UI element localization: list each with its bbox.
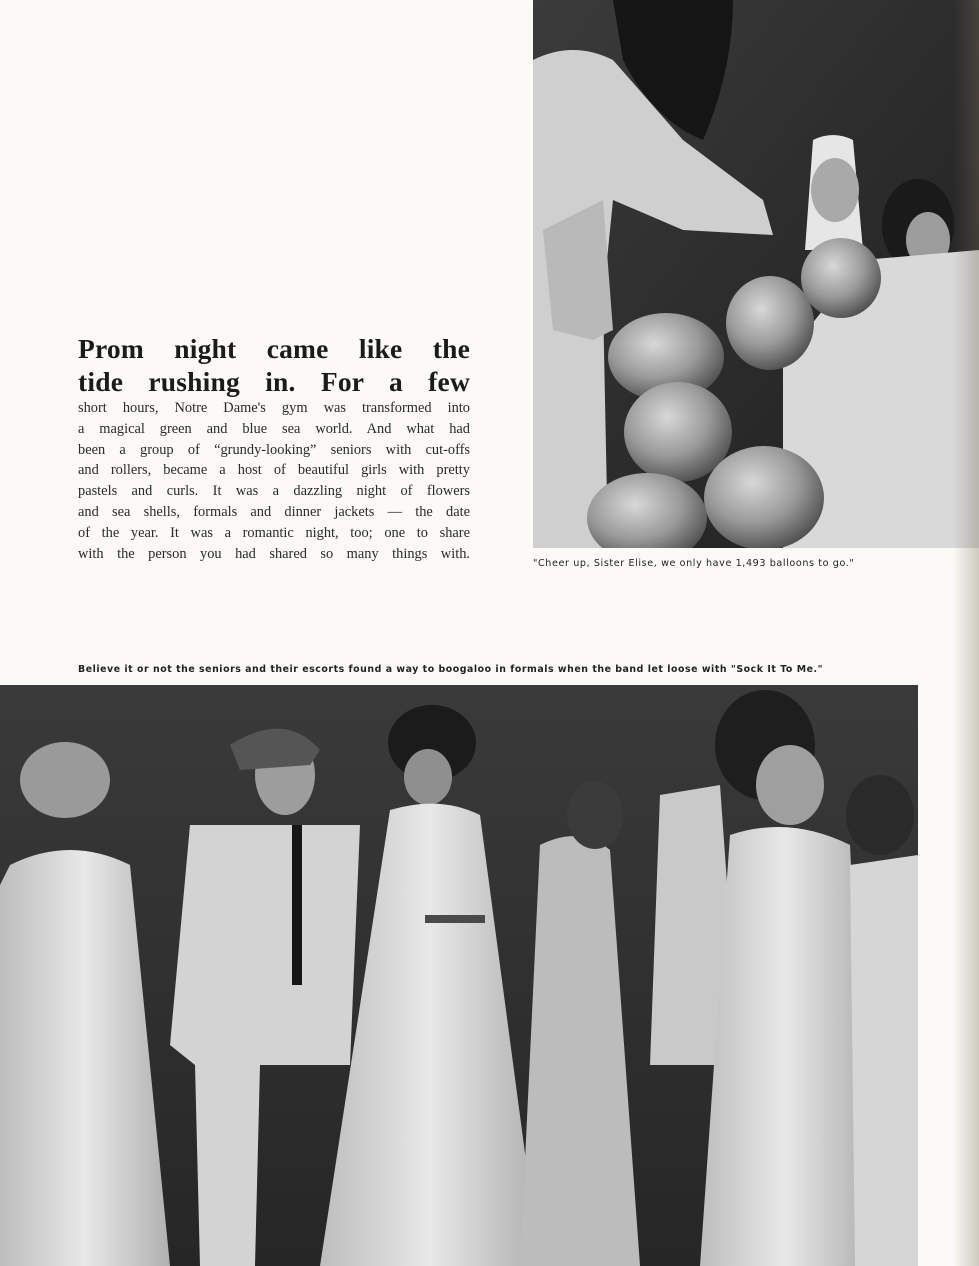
dance-photo — [0, 685, 918, 1266]
dance-caption: Believe it or not the seniors and their escorts found a way to boogaloo in formals when the band let loose with "Sock It To Me." — [78, 664, 824, 675]
body-line: a magical green and blue sea world. And what had — [78, 420, 470, 437]
balloons-photo — [533, 0, 979, 548]
headline-line-2: tide rushing in. For a few — [78, 366, 470, 397]
article — [78, 332, 470, 564]
body-line: and sea shells, formals and dinner jackets — the date — [78, 503, 470, 520]
balloons-caption: "Cheer up, Sister Elise, we only have 1,493 balloons to go." — [533, 558, 855, 569]
page-edge-shadow — [953, 0, 979, 1266]
body-line: with the person you had shared so many things with. — [78, 545, 470, 562]
headline-line-1: Prom night came like the — [78, 333, 470, 364]
body-line: of the year. It was a romantic night, too; one to share — [78, 524, 470, 541]
body-line: and rollers, became a host of beautiful girls with pretty — [78, 462, 470, 479]
body-line: pastels and curls. It was a dazzling night of flowers — [78, 483, 470, 500]
article-body — [78, 398, 470, 564]
headline — [78, 332, 470, 398]
body-line: been a group of “grundy-looking” seniors with cut-offs — [78, 441, 470, 458]
body-line: short hours, Notre Dame's gym was transformed into — [78, 400, 470, 416]
